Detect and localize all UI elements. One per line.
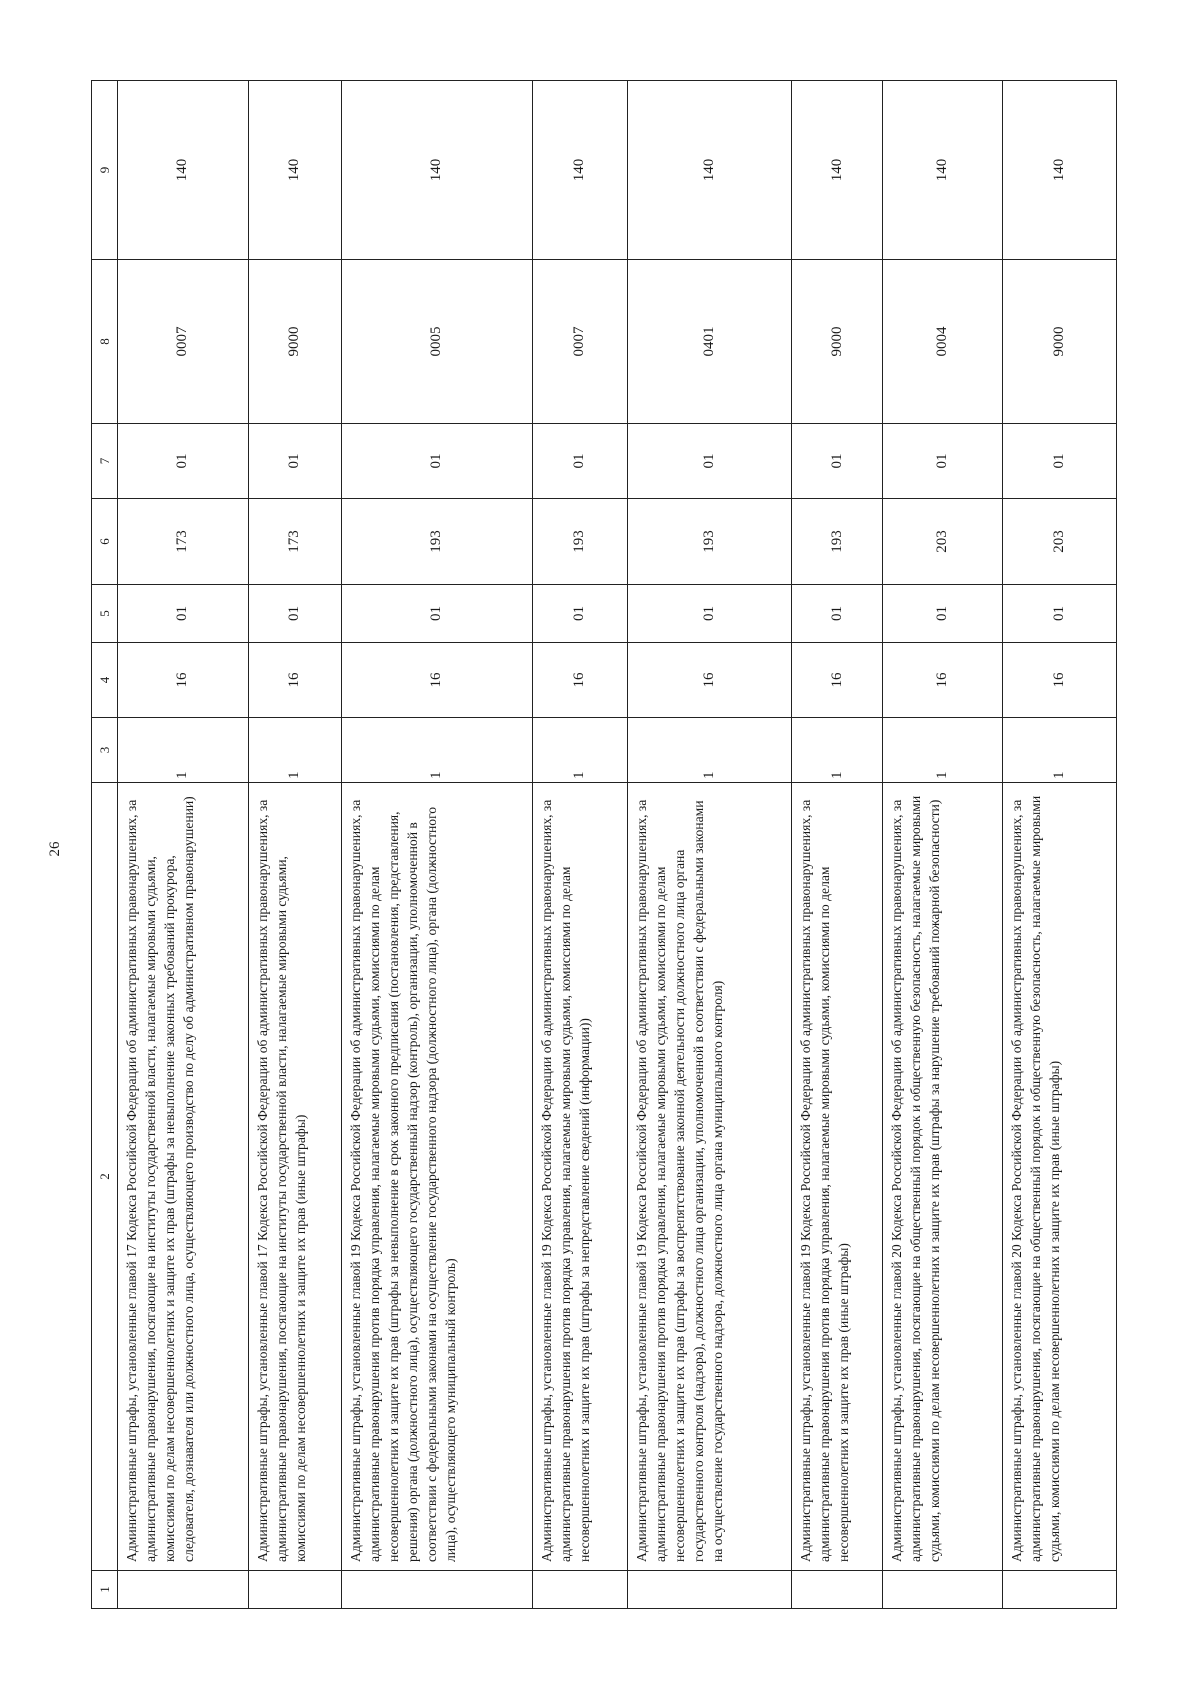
code-cell-9: 140 [1002, 81, 1116, 260]
code-cell-6: 203 [883, 499, 1003, 585]
code-cell-8: 0007 [532, 260, 627, 424]
code-cell-9: 140 [792, 81, 883, 260]
row-number-cell [248, 1571, 341, 1609]
header-col-9: 9 [92, 81, 118, 260]
description-cell: Административные штрафы, установленные главой 19 Кодекса Российской Федерации об административных правонарушениях, за административные правонарушения против порядка управления, налагаемые мировыми судьями, комиссиями по делам несовершеннолетних и защите их прав (штрафы за невыполнение в срок законного предписания (постановления, представления, решения) органа (должностного лица), осуществляющего государственный надзор (контроль), организации, уполномоченной в соответствии с федеральными законами на осуществление государственного надзора (должностного лица), органа (должностного лица), осуществляющего муниципальный контроль) [341, 783, 532, 1571]
table-row [1002, 81, 1116, 1609]
header-col-5: 5 [92, 585, 118, 643]
code-cell-5: 01 [1002, 585, 1116, 643]
description-cell: Административные штрафы, установленные главой 17 Кодекса Российской Федерации об административных правонарушениях, за административные правонарушения, посягающие на институты государственной власти, налагаемые мировыми судьями, комиссиями по делам несовершеннолетних и защите их прав (штрафы за невыполнение законных требований прокурора, следователя, дознавателя или должностного лица, осуществляющего производство по делу об административном правонарушении) [118, 783, 249, 1571]
row-number-cell [1002, 1571, 1116, 1609]
code-cell-8: 0004 [883, 260, 1003, 424]
rotated-table-stage [91, 81, 1117, 1609]
code-cell-4: 16 [532, 643, 627, 718]
code-cell-8: 0007 [118, 260, 249, 424]
header-col-7: 7 [92, 424, 118, 499]
code-cell-6: 173 [118, 499, 249, 585]
table-header-row [92, 81, 118, 1609]
code-cell-7: 01 [532, 424, 627, 499]
code-cell-9: 140 [532, 81, 627, 260]
code-cell-7: 01 [883, 424, 1003, 499]
code-cell-3: 1 [792, 718, 883, 783]
row-number-cell [792, 1571, 883, 1609]
code-cell-4: 16 [628, 643, 792, 718]
code-cell-5: 01 [532, 585, 627, 643]
code-cell-4: 16 [1002, 643, 1116, 718]
header-col-2: 2 [92, 783, 118, 1571]
header-col-8: 8 [92, 260, 118, 424]
table-row [532, 81, 627, 1609]
code-cell-8: 0401 [628, 260, 792, 424]
code-cell-4: 16 [118, 643, 249, 718]
code-cell-6: 193 [341, 499, 532, 585]
code-cell-7: 01 [248, 424, 341, 499]
code-cell-5: 01 [341, 585, 532, 643]
row-number-cell [628, 1571, 792, 1609]
code-cell-3: 1 [628, 718, 792, 783]
table-row [628, 81, 792, 1609]
code-cell-5: 01 [248, 585, 341, 643]
table-row [341, 81, 532, 1609]
description-cell: Административные штрафы, установленные главой 20 Кодекса Российской Федерации об административных правонарушениях, за административные правонарушения, посягающие на общественный порядок и общественную безопасность, налагаемые мировыми судьями, комиссиями по делам несовершеннолетних и защите их прав (штрафы за нарушение требований пожарной безопасности) [883, 783, 1003, 1571]
description-cell: Административные штрафы, установленные главой 20 Кодекса Российской Федерации об административных правонарушениях, за административные правонарушения, посягающие на общественный порядок и общественную безопасность, налагаемые мировыми судьями, комиссиями по делам несовершеннолетних и защите их прав (иные штрафы) [1002, 783, 1116, 1571]
budget-classification-table [91, 80, 1117, 1609]
code-cell-4: 16 [792, 643, 883, 718]
code-cell-9: 140 [118, 81, 249, 260]
code-cell-7: 01 [118, 424, 249, 499]
code-cell-6: 193 [792, 499, 883, 585]
rotated-table-frame [91, 81, 1117, 1609]
code-cell-7: 01 [1002, 424, 1116, 499]
description-cell: Административные штрафы, установленные главой 17 Кодекса Российской Федерации об административных правонарушениях, за административные правонарушения, посягающие на институты государственной власти, налагаемые мировыми судьями, комиссиями по делам несовершеннолетних и защите их прав (иные штрафы) [248, 783, 341, 1571]
code-cell-3: 1 [118, 718, 249, 783]
header-col-3: 3 [92, 718, 118, 783]
table-row [248, 81, 341, 1609]
code-cell-9: 140 [883, 81, 1003, 260]
row-number-cell [883, 1571, 1003, 1609]
code-cell-3: 1 [532, 718, 627, 783]
code-cell-5: 01 [118, 585, 249, 643]
header-col-6: 6 [92, 499, 118, 585]
page-number: 26 [47, 841, 63, 857]
code-cell-4: 16 [248, 643, 341, 718]
header-col-4: 4 [92, 643, 118, 718]
code-cell-9: 140 [628, 81, 792, 260]
description-cell: Административные штрафы, установленные главой 19 Кодекса Российской Федерации об административных правонарушениях, за административные правонарушения против порядка управления, налагаемые мировыми судьями, комиссиями по делам несовершеннолетних и защите их прав (штрафы за воспрепятствование законной деятельности должностного лица органа государственного контроля (надзора), должностного лица организации, уполномоченной в соответствии с федеральными законами на осуществление государственного надзора, должностного лица органа муниципального контроля) [628, 783, 792, 1571]
row-number-cell [341, 1571, 532, 1609]
code-cell-8: 9000 [792, 260, 883, 424]
code-cell-4: 16 [883, 643, 1003, 718]
header-col-1: 1 [92, 1571, 118, 1609]
description-cell: Административные штрафы, установленные главой 19 Кодекса Российской Федерации об административных правонарушениях, за административные правонарушения против порядка управления, налагаемые мировыми судьями, комиссиями по делам несовершеннолетних и защите их прав (иные штрафы) [792, 783, 883, 1571]
code-cell-8: 9000 [248, 260, 341, 424]
table-row [883, 81, 1003, 1609]
row-number-cell [532, 1571, 627, 1609]
description-cell: Административные штрафы, установленные главой 19 Кодекса Российской Федерации об административных правонарушениях, за административные правонарушения против порядка управления, налагаемые мировыми судьями, комиссиями по делам несовершеннолетних и защите их прав (штрафы за непредставление сведений (информации)) [532, 783, 627, 1571]
code-cell-7: 01 [341, 424, 532, 499]
row-number-cell [118, 1571, 249, 1609]
table-row [118, 81, 249, 1609]
code-cell-4: 16 [341, 643, 532, 718]
code-cell-6: 193 [532, 499, 627, 585]
code-cell-9: 140 [341, 81, 532, 260]
code-cell-3: 1 [341, 718, 532, 783]
code-cell-9: 140 [248, 81, 341, 260]
code-cell-5: 01 [628, 585, 792, 643]
code-cell-3: 1 [248, 718, 341, 783]
code-cell-3: 1 [883, 718, 1003, 783]
code-cell-7: 01 [628, 424, 792, 499]
code-cell-6: 173 [248, 499, 341, 585]
code-cell-5: 01 [792, 585, 883, 643]
table-row [792, 81, 883, 1609]
code-cell-5: 01 [883, 585, 1003, 643]
code-cell-8: 0005 [341, 260, 532, 424]
code-cell-6: 193 [628, 499, 792, 585]
code-cell-3: 1 [1002, 718, 1116, 783]
code-cell-7: 01 [792, 424, 883, 499]
code-cell-6: 203 [1002, 499, 1116, 585]
code-cell-8: 9000 [1002, 260, 1116, 424]
